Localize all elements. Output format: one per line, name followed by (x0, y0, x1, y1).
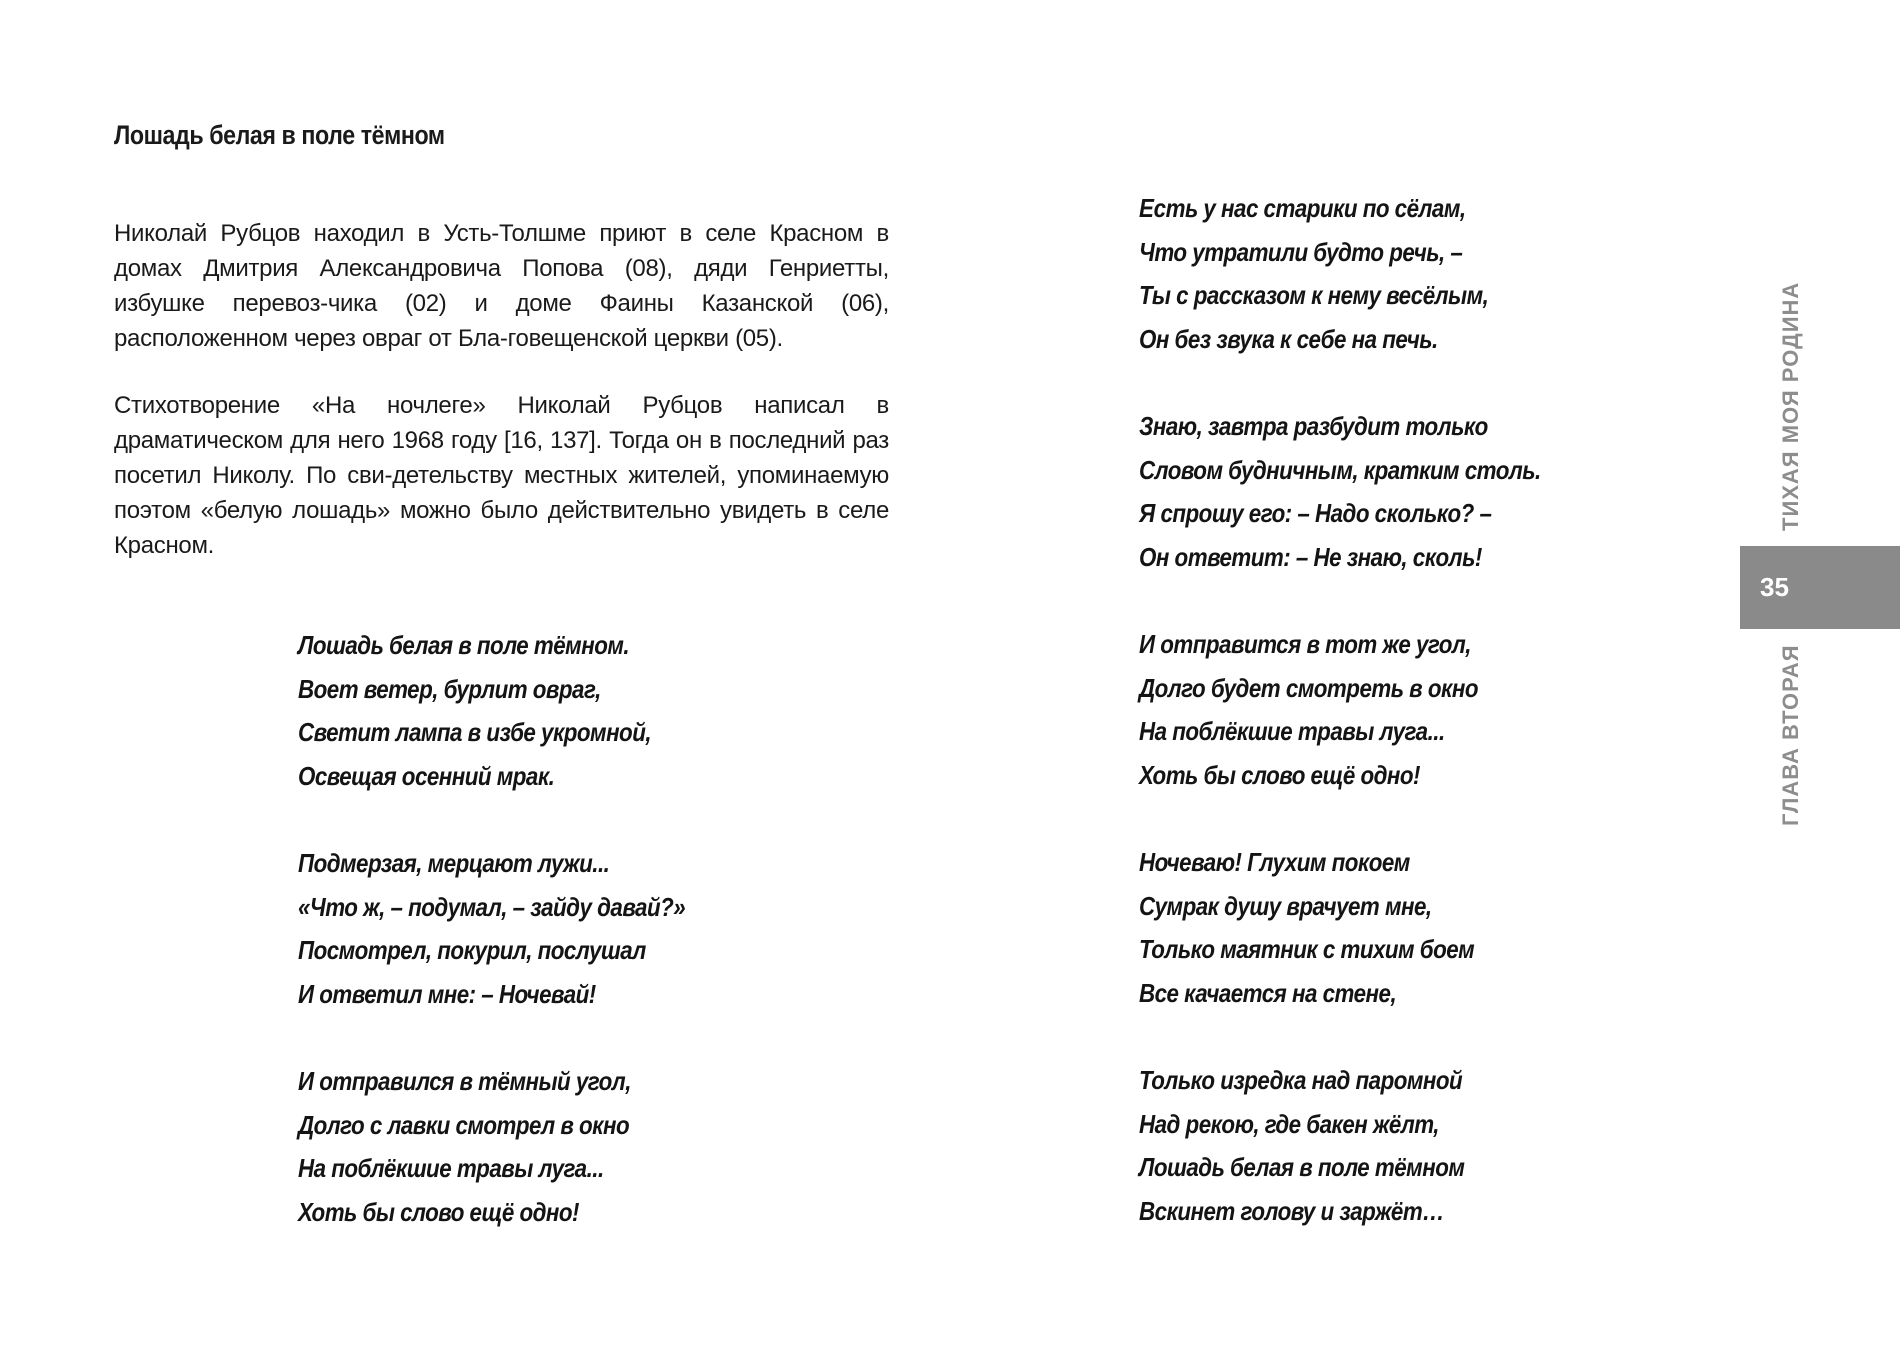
verse-line: На поблёкшие травы луга... (298, 1153, 604, 1183)
verse-line: И ответил мне: – Ночевай! (298, 978, 596, 1009)
verse-line: Он без звука к себе на печь. (1139, 323, 1438, 354)
stanza (1139, 841, 1606, 1015)
verse-line: Он ответит: – Не знаю, сколь! (1139, 541, 1482, 572)
running-head-chapter: ГЛАВА ВТОРАЯ (1778, 644, 1803, 826)
verse-line: Только маятник с тихим боем (1139, 934, 1475, 964)
page-number: 35 (1760, 572, 1789, 602)
verse-line: Только изредка над паромной (1139, 1065, 1463, 1095)
stanza (298, 1060, 748, 1234)
verse-line: Светит лампа в избе укромной, (298, 717, 652, 747)
stanza (298, 624, 748, 798)
verse-line: Лошадь белая в поле тёмном (1139, 1152, 1465, 1182)
verse-line: Освещая осенний мрак. (298, 760, 555, 791)
stanza (298, 842, 748, 1016)
verse-line: Вскинет голову и заржёт… (1139, 1195, 1445, 1226)
verse-line: Ты с рассказом к нему весёлым, (1139, 280, 1489, 310)
verse-line: Долго будет смотреть в окно (1139, 672, 1478, 703)
verse-line: Словом будничным, кратким столь. (1139, 454, 1541, 485)
verse-line: Сумрак душу врачует мне, (1139, 890, 1432, 921)
verse-line: Посмотрел, покурил, послушал (298, 935, 646, 965)
verse-line: Над рекою, где бакен жёлт, (1139, 1108, 1439, 1139)
poem-left-column (298, 624, 748, 1278)
verse-line: Знаю, завтра разбудит только (1139, 411, 1488, 441)
verse-line: Есть у нас старики по сёлам, (1139, 193, 1466, 223)
verse-line: Лошадь белая в поле тёмном. (298, 630, 630, 660)
verse-line: Воет ветер, бурлит овраг, (298, 673, 601, 704)
page-title: Лошадь белая в поле тёмном (114, 120, 445, 150)
verse-line: И отправится в тот же угол, (1139, 629, 1471, 659)
verse-line: Долго с лавки смотрел в окно (298, 1109, 630, 1140)
intro-paragraph-2: Стихотворение «На ночлеге» Николай Рубцов написал в драматическом для него 1968 году [16, 137]. Тогда он в последний раз посетил Николу. По сви-детельству местных жителей, упоминаемую поэтом «белую лошадь» можно было действительно увидеть в селе Красном. (114, 392, 889, 559)
stanza (1139, 1059, 1606, 1233)
verse-line: И отправился в тёмный угол, (298, 1066, 631, 1096)
stanza (1139, 623, 1606, 797)
running-head-book-title: ТИХАЯ МОЯ РОДИНА (1778, 281, 1803, 531)
verse-line: Я спрошу его: – Надо сколько? – (1139, 498, 1492, 528)
verse-line: На поблёкшие травы луга... (1139, 716, 1445, 746)
stanza (1139, 187, 1606, 361)
stanza (1139, 405, 1606, 579)
verse-line: «Что ж, – подумал, – зайду давай?» (298, 891, 686, 922)
verse-line: Все качается на стене, (1139, 977, 1397, 1008)
page-number-tab (1740, 546, 1900, 629)
verse-line: Хоть бы слово ещё одно! (1139, 759, 1420, 790)
intro-paragraph-1: Николай Рубцов находил в Усть-Толшме приют в селе Красном в домах Дмитрия Александровича Попова (08), дяди Генриетты, избушке перевоз-чика (02) и доме Фаины Казанской (06), расположенном через овраг от Бла-говещенской церкви (05). (114, 220, 889, 352)
verse-line: Ночеваю! Глухим покоем (1139, 847, 1410, 877)
verse-line: Подмерзая, мерцают лужи... (298, 848, 610, 878)
verse-line: Хоть бы слово ещё одно! (298, 1196, 579, 1227)
verse-line: Что утратили будто речь, – (1139, 236, 1463, 267)
poem-right-column (1139, 187, 1606, 1277)
